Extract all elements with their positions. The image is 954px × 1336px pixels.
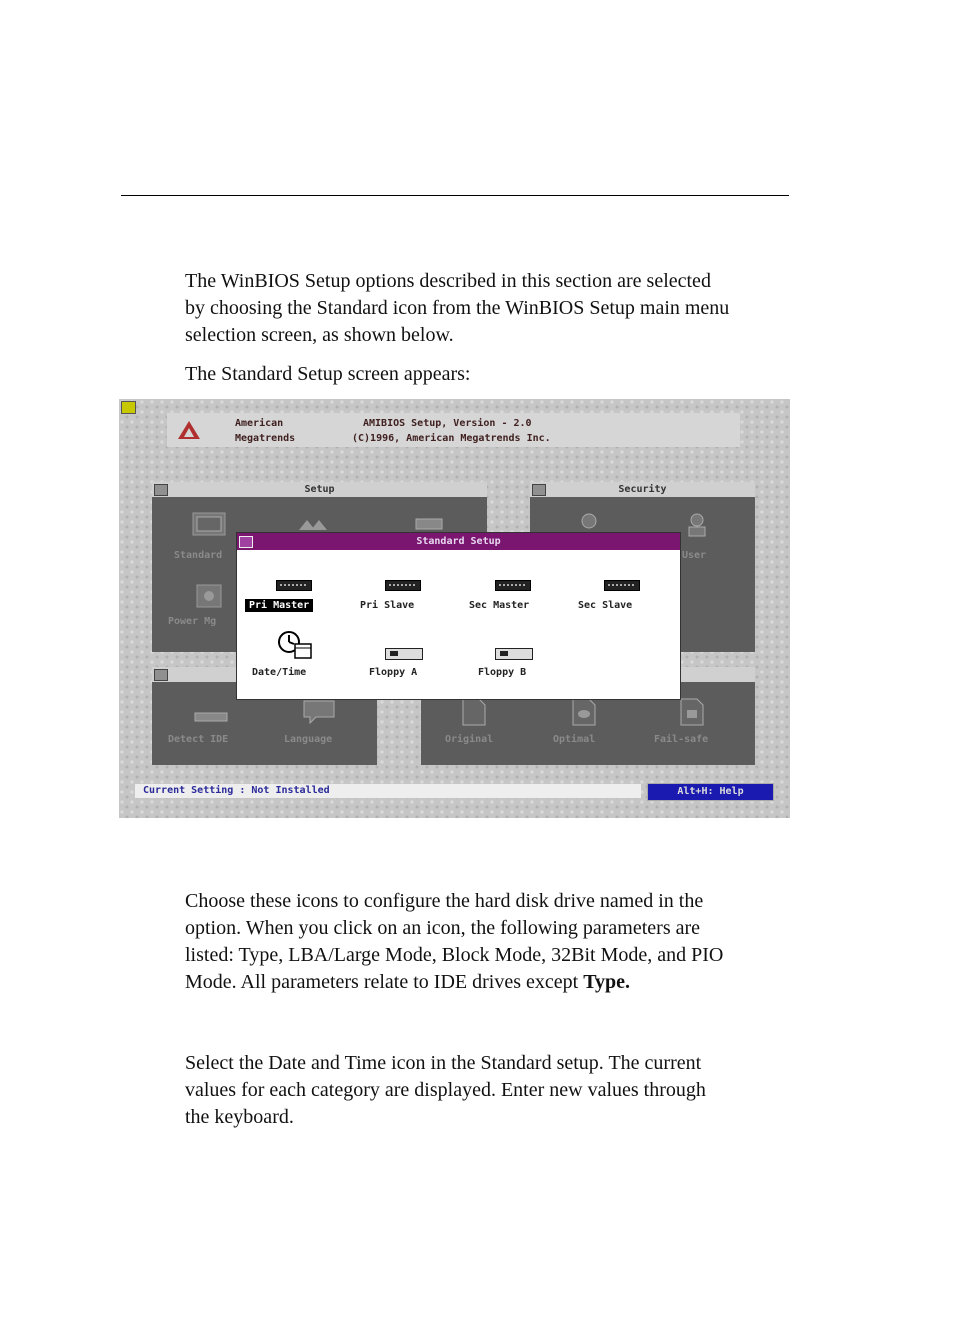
pri-slave-option[interactable]: Pri Slave [360, 600, 415, 611]
intro-paragraph [185, 268, 795, 349]
date-line-3: the keyboard. [185, 1106, 294, 1128]
power-management-icon[interactable] [194, 582, 224, 610]
power-management-label: Power Mg [168, 616, 217, 627]
utility-window-menu-button[interactable] [154, 669, 168, 681]
optimal-label: Optimal [553, 734, 596, 745]
drive-paragraph [185, 888, 795, 996]
bios-screenshot [119, 399, 790, 818]
bios-title-line-2: (C)1996, American Megatrends Inc. [352, 433, 551, 444]
drive-line-4: Mode. All parameters relate to IDE drives except [185, 971, 584, 993]
intro-line-2: by choosing the Standard icon from the WinBIOS Setup main menu [185, 297, 730, 319]
pri-master-option[interactable]: Pri Master [245, 599, 313, 612]
date-line-1: Select the Date and Time icon in the Standard setup. The current [185, 1052, 702, 1074]
original-icon[interactable] [461, 697, 487, 727]
dialog-menu-button[interactable] [239, 536, 253, 548]
sec-slave-icon[interactable] [604, 580, 640, 591]
fail-safe-icon[interactable] [679, 697, 705, 727]
security-window-menu-button[interactable] [532, 484, 546, 496]
vendor-line-2: Megatrends [235, 433, 296, 444]
intro-line-3: selection screen, as shown below. [185, 324, 454, 346]
pri-slave-icon[interactable] [385, 580, 421, 591]
original-label: Original [445, 734, 494, 745]
type-emphasis: Type. [583, 971, 631, 993]
password-icon[interactable] [578, 512, 600, 534]
user-icon[interactable] [685, 512, 709, 538]
drive-line-2: option. When you click on an icon, the following parameters are [185, 917, 701, 939]
setup-window-menu-button[interactable] [154, 484, 168, 496]
language-icon[interactable] [302, 699, 336, 725]
date-paragraph [185, 1050, 795, 1131]
detect-ide-label: Detect IDE [168, 734, 229, 745]
sec-master-icon[interactable] [495, 580, 531, 591]
advanced-setup-icon[interactable] [297, 518, 331, 532]
ami-logo-icon [177, 419, 201, 441]
date-time-option[interactable]: Date/Time [252, 667, 307, 678]
intro-line-1: The WinBIOS Setup options described in this section are selected [185, 270, 711, 292]
dialog-title: Standard Setup [237, 533, 680, 550]
date-line-2: values for each category are displayed. Enter new values through [185, 1079, 706, 1101]
optimal-icon[interactable] [571, 697, 597, 727]
standard-setup-icon[interactable] [192, 512, 226, 540]
detect-ide-icon[interactable] [194, 711, 228, 723]
bios-header [167, 413, 740, 447]
fail-safe-label: Fail-safe [654, 734, 709, 745]
user-label: User [682, 550, 707, 561]
figure-caption: The Standard Setup screen appears: [185, 363, 471, 385]
help-button[interactable]: Alt+H: Help [647, 783, 774, 801]
pri-master-icon[interactable] [276, 580, 312, 591]
status-bar: Current Setting : Not Installed [135, 784, 641, 798]
drive-line-1: Choose these icons to configure the hard disk drive named in the [185, 890, 704, 912]
bios-title-line-1: AMIBIOS Setup, Version - 2.0 [363, 418, 532, 429]
security-window-title: Security [530, 482, 755, 497]
language-label: Language [284, 734, 333, 745]
system-menu-button[interactable] [121, 401, 136, 414]
sec-slave-option[interactable]: Sec Slave [578, 600, 633, 611]
standard-setup-label: Standard [174, 550, 223, 561]
drive-line-3: listed: Type, LBA/Large Mode, Block Mode, 32Bit Mode, and PIO [185, 944, 724, 966]
standard-setup-dialog [236, 532, 681, 700]
floppy-b-option[interactable]: Floppy B [478, 667, 527, 678]
sec-master-option[interactable]: Sec Master [469, 600, 530, 611]
floppy-a-icon[interactable] [385, 648, 423, 660]
floppy-a-option[interactable]: Floppy A [369, 667, 418, 678]
vendor-line-1: American [235, 418, 284, 429]
header-rule [121, 195, 789, 196]
clock-calendar-icon[interactable] [277, 630, 313, 660]
setup-window-title: Setup [152, 482, 487, 497]
chipset-setup-icon[interactable] [414, 516, 444, 532]
floppy-b-icon[interactable] [495, 648, 533, 660]
